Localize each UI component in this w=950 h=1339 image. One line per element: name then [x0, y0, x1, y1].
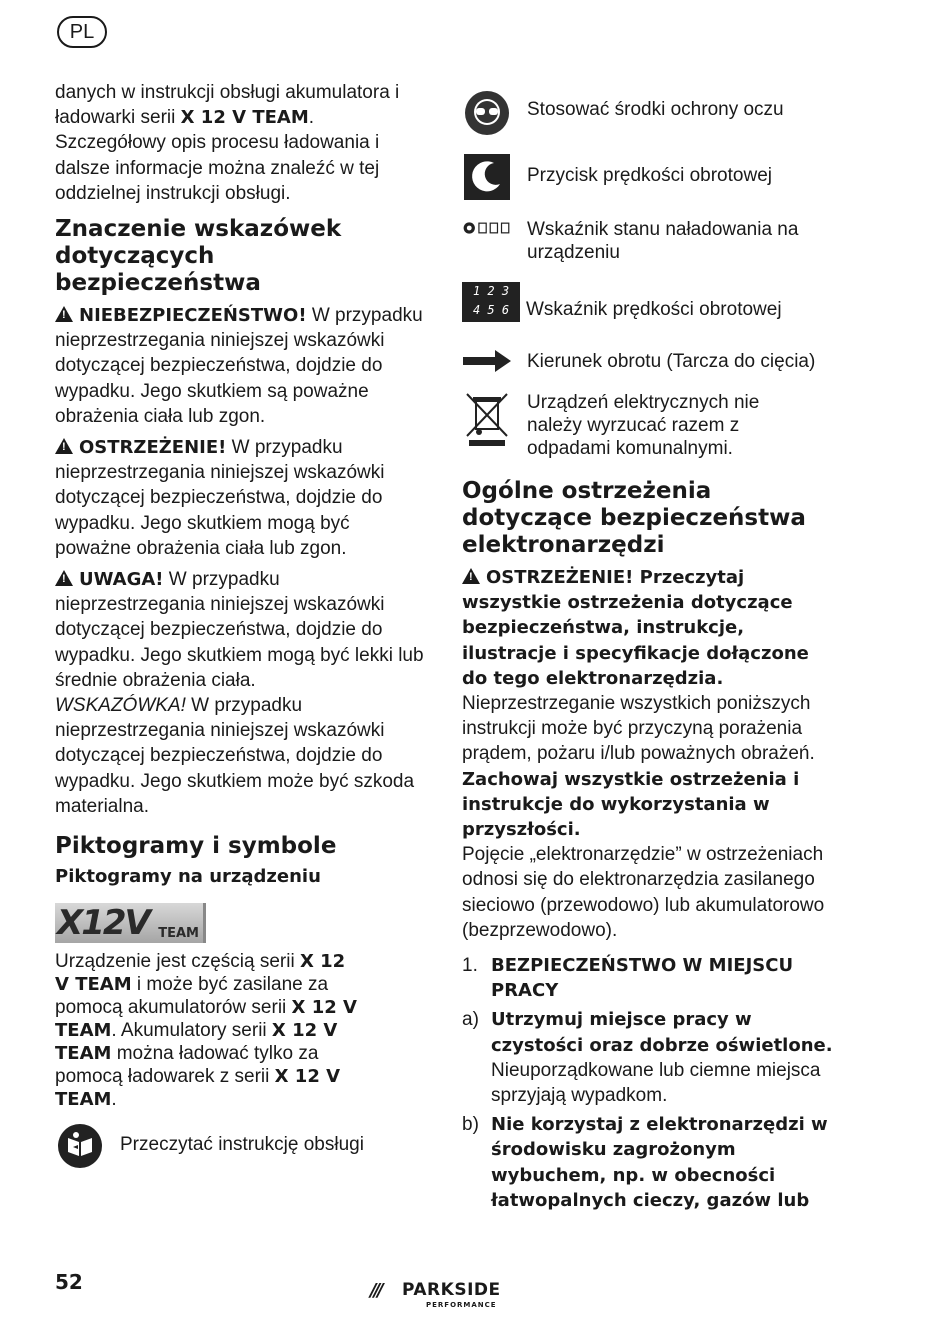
- series-paragraph: Urządzenie jest częścią serii X 12 V TEAM i może być zasilane za pomocą akumulatorów serii X 12 V TEAM. Akumulatory serii X 12 V TEAM można ładować tylko za pomocą ładowarek z serii X 12 V TEAM.: [55, 951, 357, 1111]
- read-manual-icon: [55, 1123, 105, 1169]
- speed-display-icon: [462, 282, 520, 322]
- symbol-text: Wskaźnik stanu naładowania na urządzeniu: [527, 219, 799, 263]
- symbol-row-direction: [462, 350, 834, 373]
- list-item: b) Nie korzystaj z elektronarzędzi w środowisku zagrożonym wybuchem, np. w obecności łatwopalnych cieczy, gazów lub: [462, 1114, 828, 1211]
- symbol-row-speed-button: [462, 154, 834, 200]
- weee-bin-icon: [462, 391, 512, 447]
- caution-paragraph: !UWAGA! W przypadku nieprzestrzegania niniejszej wskazówki dotyczącej bezpieczeństwa, dojdzie do wypadku. Jego skutkiem mogą być lekki lub średnie obrażenia ciała.: [55, 567, 425, 693]
- symbol-row-eye: [462, 90, 834, 136]
- eye-protection-icon: [462, 90, 512, 136]
- symbol-text: Urządzeń elektrycznych nie należy wyrzucać razem z odpadami komunalnymi.: [527, 392, 760, 459]
- warning-triangle-icon: [55, 570, 73, 586]
- symbol-text: Przycisk prędkości obrotowej: [527, 165, 772, 186]
- display-top-digits: 1 2 3: [472, 284, 510, 298]
- pictograms-heading: Piktogramy i symbole: [55, 833, 337, 860]
- general-warnings-heading: Ogólne ostrzeżenia dotyczące bezpieczeństwa elektronarzędzi: [462, 478, 806, 558]
- safety-heading: Znaczenie wskazówek dotyczących bezpieczeństwa: [55, 216, 342, 297]
- speed-button-icon: [462, 154, 512, 200]
- symbol-text: Stosować środki ochrony oczu: [527, 99, 784, 120]
- list-item: 1. BEZPIECZEŃSTWO W MIEJSCU PRACY: [462, 955, 794, 1002]
- language-badge: PL: [57, 16, 107, 48]
- warning-triangle-icon: [462, 568, 480, 584]
- intro-paragraph: danych w instrukcji obsługi akumulatora i ładowarki serii X 12 V TEAM. Szczegółowy opis procesu ładowania i dalsze informacje można znaleźć w tej oddzielnej instrukcji obsługi.: [55, 82, 400, 204]
- x12v-team-logo: X12V TEAM: [55, 903, 206, 943]
- right-column: [462, 90, 834, 1217]
- device-pictograms-heading: Piktogramy na urządzeniu: [55, 866, 321, 888]
- left-column: [55, 80, 425, 1187]
- parkside-logo: [370, 1278, 520, 1312]
- term-paragraph: Pojęcie „elektronarzędzie” w ostrzeżeniach odnosi się do elektronarzędzia zasilanego sieciowo (przewodowo) lub akumulatorowo (bezprzewodowo).: [462, 844, 825, 941]
- display-bottom-digits: 4 5 6: [472, 303, 510, 317]
- read-manual-row: [55, 1123, 425, 1169]
- symbol-row-speed-display: [462, 282, 834, 322]
- warning-triangle-icon: [55, 306, 73, 322]
- symbol-row-battery: [462, 218, 834, 264]
- read-manual-text: Przeczytać instrukcję obsługi: [120, 1134, 364, 1156]
- symbol-text: Wskaźnik prędkości obrotowej: [526, 299, 782, 320]
- symbol-row-weee: [462, 391, 834, 460]
- general-warning-paragraph: !OSTRZEŻENIE! Przeczytaj wszystkie ostrzeżenia dotyczące bezpieczeństwa, instrukcje, ilustracje i specyfikacje dołączone do tego elektronarzędzia. Nieprzestrzeganie wszystkich poniższych instrukcji może być przyczyną porażenia prądem, pożaru i/lub poważnych obrażeń.: [462, 565, 834, 767]
- page-number: 52: [55, 1270, 83, 1294]
- battery-level-icon: [462, 218, 512, 238]
- brand-slashes: ///: [370, 1280, 381, 1301]
- note-paragraph: WSKAZÓWKA! W przypadku nieprzestrzegania niniejszej wskazówki dotyczącej bezpieczeństwa, dojdzie do wypadku. Jego skutkiem może być szkoda materialna.: [55, 695, 415, 817]
- list-item: a) Utrzymuj miejsce pracy w czystości oraz dobrze oświetlone. Nieuporządkowane lub ciemne miejsca sprzyjają wypadkom.: [462, 1009, 833, 1107]
- keep-instructions-paragraph: Zachowaj wszystkie ostrzeżenia i instrukcje do wykorzystania w przyszłości.: [462, 768, 800, 841]
- warning-triangle-icon: [55, 438, 73, 454]
- brand-subtitle: PERFORMANCE: [426, 1301, 497, 1309]
- brand-name: PARKSIDE: [402, 1280, 501, 1300]
- symbol-text: Kierunek obrotu (Tarcza do cięcia): [527, 351, 816, 372]
- arrow-right-icon: [462, 350, 512, 372]
- danger-paragraph: !NIEBEZPIECZEŃSTWO! W przypadku nieprzestrzegania niniejszej wskazówki dotyczącej bezpieczeństwa, dojdzie do wypadku. Jego skutkiem są poważne obrażenia ciała lub zgon.: [55, 303, 425, 429]
- warning-paragraph: !OSTRZEŻENIE! W przypadku nieprzestrzegania niniejszej wskazówki dotyczącej bezpieczeństwa, dojdzie do wypadku. Jego skutkiem mogą być poważne obrażenia ciała lub zgon.: [55, 435, 425, 561]
